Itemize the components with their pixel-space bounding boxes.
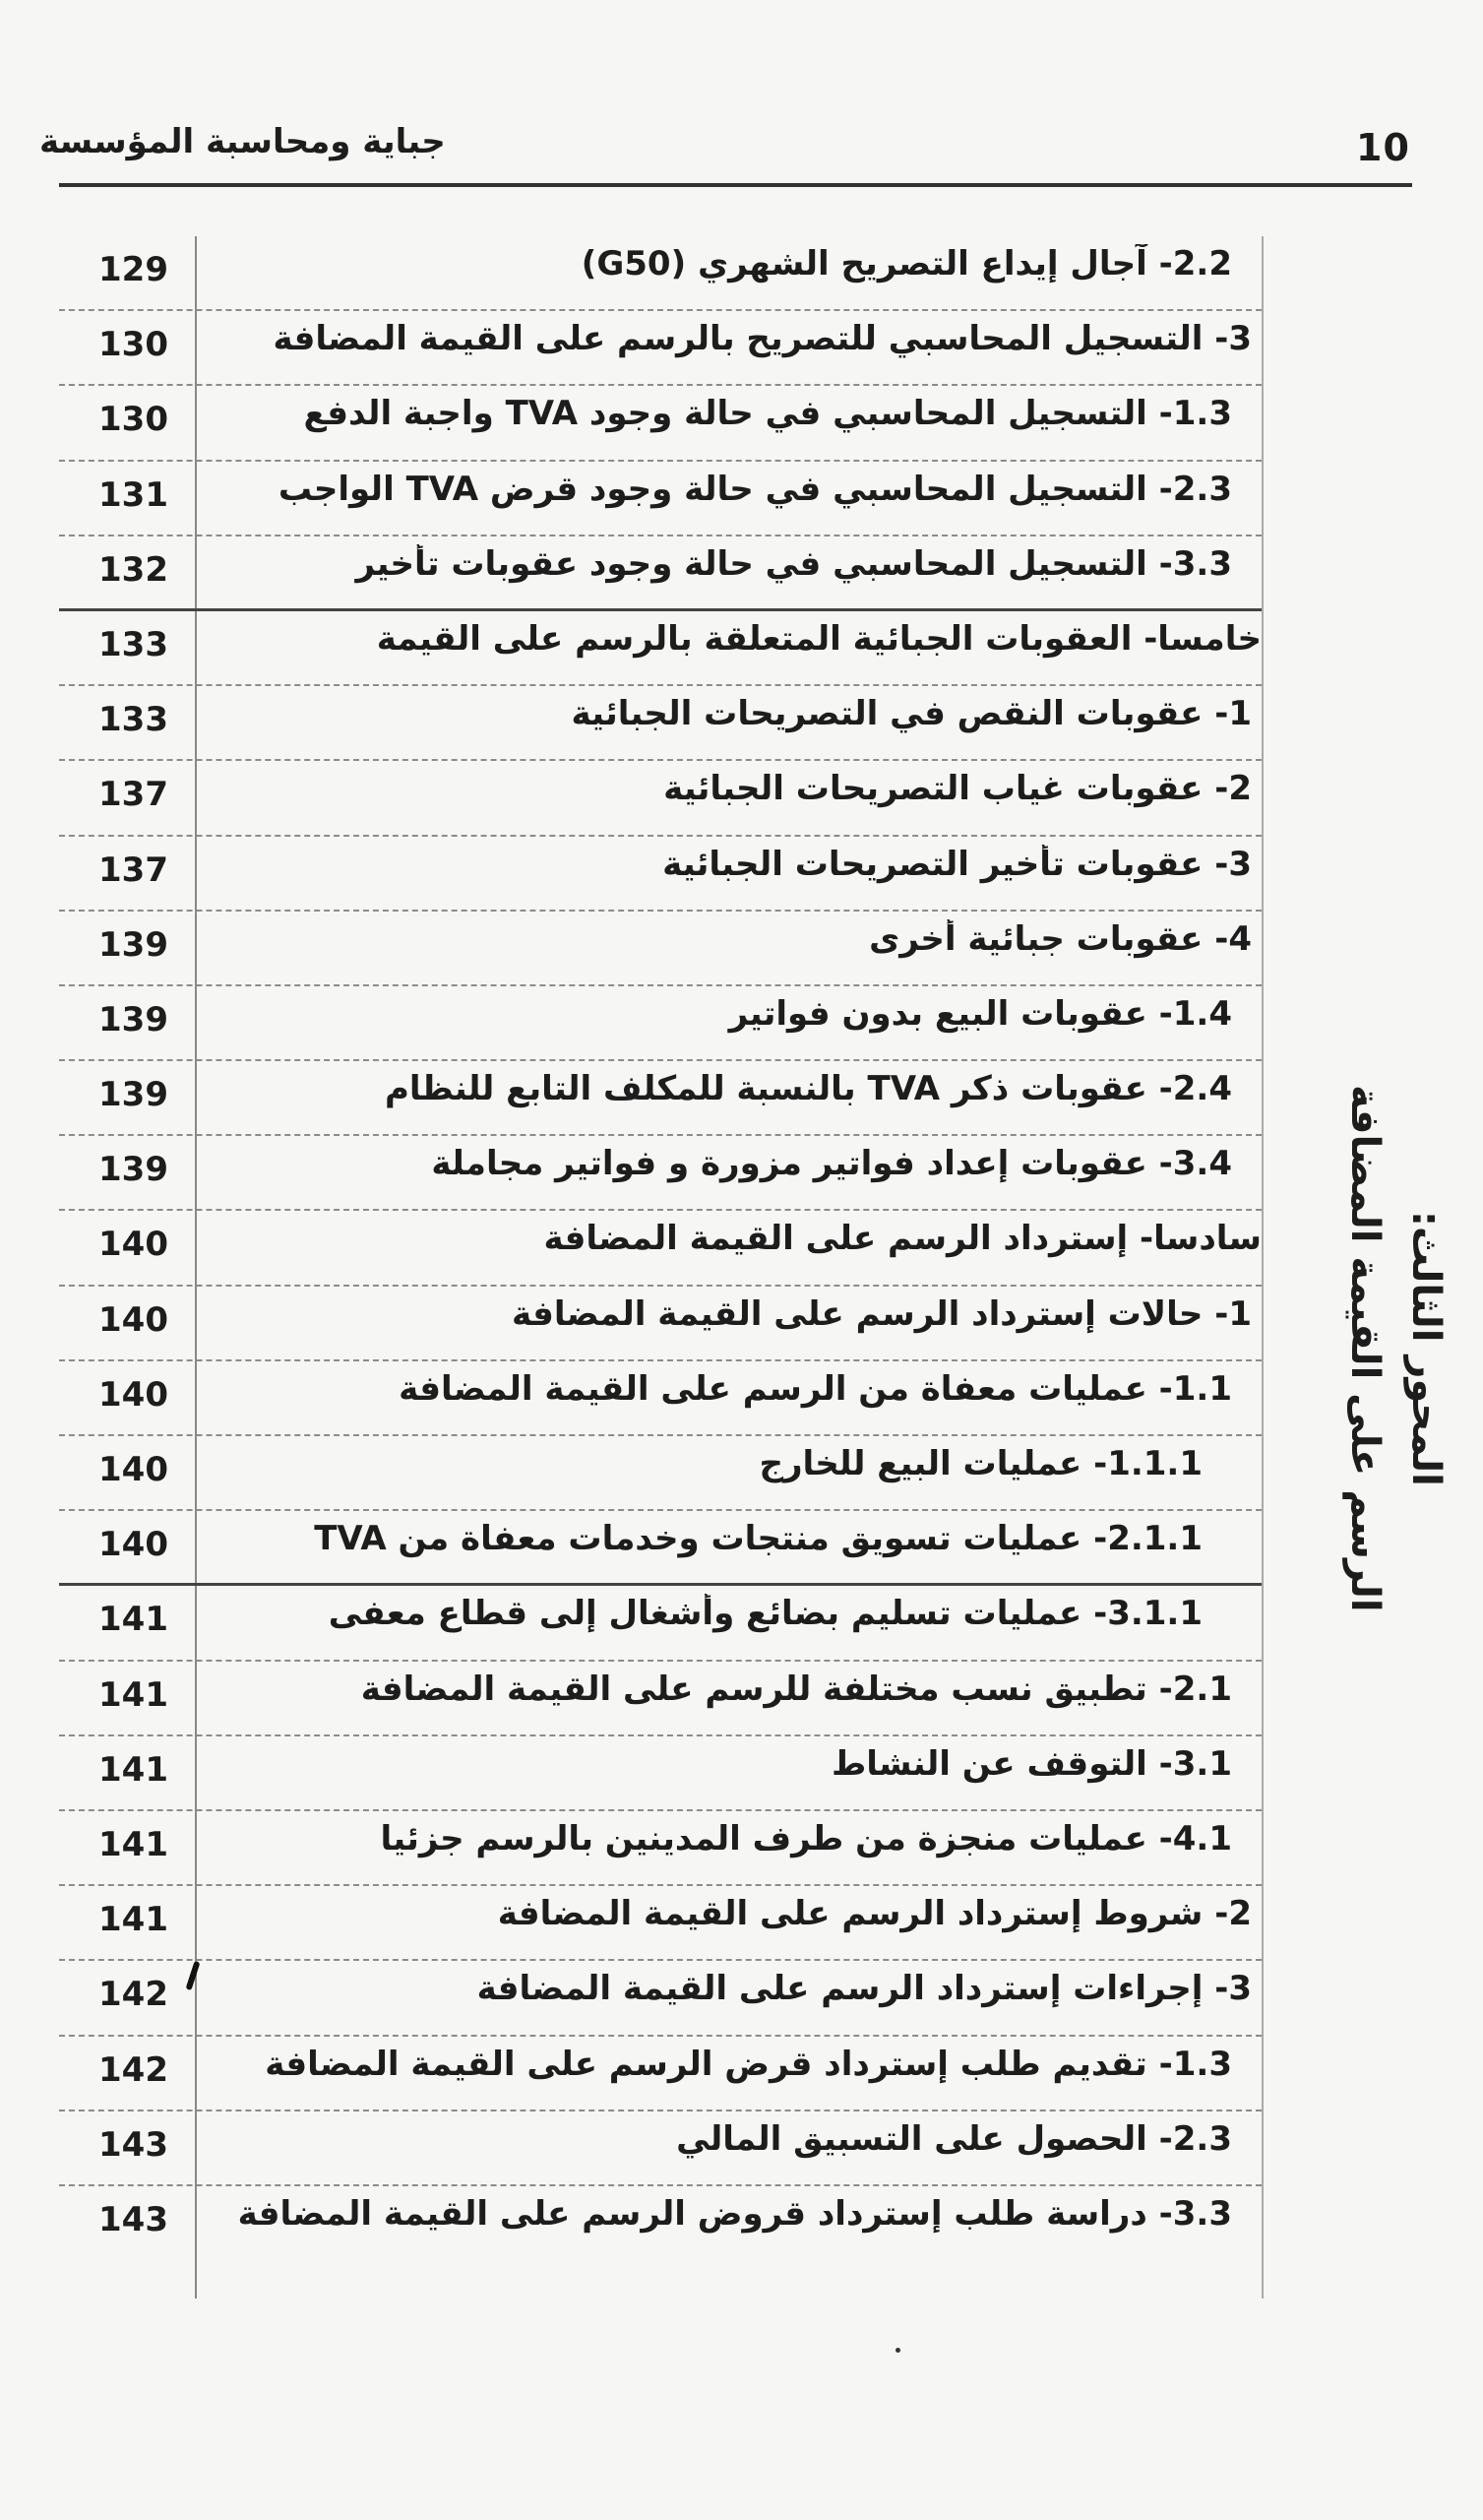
toc-page-number: 130 xyxy=(98,325,168,365)
toc-page-number: 141 xyxy=(98,1824,168,1864)
toc-page-number: 133 xyxy=(98,624,168,664)
toc-row xyxy=(59,1511,1262,1586)
toc-row xyxy=(59,1662,1262,1736)
toc-page-number: 141 xyxy=(98,1600,168,1640)
toc-row xyxy=(59,1586,1262,1661)
toc-entry-title: خامسا- العقوبات الجبائية المتعلقة بالرسم على القيمة xyxy=(376,618,1262,659)
toc-row xyxy=(59,837,1262,912)
toc-page-number: 139 xyxy=(98,924,168,965)
toc-entry-title: 3.1.1- عمليات تسليم بضائع وأشغال إلى قطاع معفى xyxy=(328,1594,1203,1634)
toc-entry-title: 3.3- التسجيل المحاسبي في حالة وجود عقوبات تأخير xyxy=(355,543,1232,584)
toc-row xyxy=(59,1361,1262,1436)
toc-entry-title: 2.3- الحصول على التسبيق المالي xyxy=(676,2118,1232,2159)
toc-entry-title: 2.3- التسجيل المحاسبي في حالة وجود قرض TVA الواجب xyxy=(278,469,1232,509)
toc-entry-title: 1.4- عقوبات البيع بدون فواتير xyxy=(728,993,1232,1034)
toc-entry-title: 4.1- عمليات منجزة من طرف المدينين بالرسم جزئيا xyxy=(380,1818,1232,1858)
toc-page-number: 142 xyxy=(98,2049,168,2090)
toc-row xyxy=(59,1287,1262,1361)
toc-entry-title: 1.1.1- عمليات البيع للخارج xyxy=(759,1444,1203,1483)
toc-entry-title: 3- إجراءات إسترداد الرسم على القيمة المضافة xyxy=(476,1969,1252,2009)
toc-page-number: 140 xyxy=(98,1450,168,1489)
toc-entry-title: 2.1- تطبيق نسب مختلفة للرسم على القيمة المضافة xyxy=(360,1669,1232,1709)
header-rule xyxy=(59,183,1412,187)
running-head: جباية ومحاسبة المؤسسة xyxy=(39,122,446,161)
toc-row xyxy=(59,2037,1262,2111)
toc-page-number: 129 xyxy=(98,250,168,289)
toc-row xyxy=(59,1886,1262,1961)
page-number: 10 xyxy=(1356,126,1410,169)
toc-page-number: 131 xyxy=(98,474,168,515)
toc-page-number: 141 xyxy=(98,1900,168,1940)
toc-entry-title: سادسا- إسترداد الرسم على القيمة المضافة xyxy=(543,1219,1262,1259)
toc-entry-title: 2.2- آجال إيداع التصريح الشهري (G50) xyxy=(581,244,1232,284)
toc-row xyxy=(59,912,1262,986)
toc-page-number: 142 xyxy=(98,1975,168,2015)
side-label xyxy=(1269,1043,1456,1654)
toc-row xyxy=(59,686,1262,761)
toc-entry-title: 1- حالات إسترداد الرسم على القيمة المضافة xyxy=(512,1293,1252,1334)
toc-row xyxy=(59,386,1262,461)
toc-entry-title: 3.1- التوقف عن النشاط xyxy=(831,1743,1232,1784)
toc-row xyxy=(59,1211,1262,1286)
toc-row xyxy=(59,1736,1262,1811)
toc-entry-title: 1.1- عمليات معفاة من الرسم على القيمة المضافة xyxy=(399,1368,1232,1409)
toc-row xyxy=(59,986,1262,1061)
side-label-line1: المحور الثالث: xyxy=(1403,1211,1449,1486)
toc-page-number: 139 xyxy=(98,1150,168,1190)
toc-row xyxy=(59,1136,1262,1211)
stray-dot xyxy=(896,2348,900,2353)
toc-page-number: 133 xyxy=(98,700,168,740)
toc-entry-title: 1.3- التسجيل المحاسبي في حالة وجود TVA واجبة الدفع xyxy=(303,394,1232,434)
toc-entry-title: 1.3- تقديم طلب إسترداد قرض الرسم على القيمة المضافة xyxy=(265,2044,1232,2084)
toc-row xyxy=(59,1961,1262,2036)
toc-entry-title: 2.4- عقوبات ذكر TVA بالنسبة للمكلف التابع للنظام xyxy=(384,1069,1232,1109)
toc-page-number: 141 xyxy=(98,1749,168,1790)
toc-entry-title: 3.4- عقوبات إعداد فواتير مزورة و فواتير مجاملة xyxy=(431,1144,1232,1184)
toc-row xyxy=(59,761,1262,836)
toc-page-number: 139 xyxy=(98,1075,168,1115)
toc-page-number: 141 xyxy=(98,1674,168,1715)
toc-page-number: 140 xyxy=(98,1374,168,1415)
toc-page-number: 140 xyxy=(98,1299,168,1340)
toc-row xyxy=(59,611,1262,686)
toc-page-number: 143 xyxy=(98,2199,168,2239)
toc-page-number: 130 xyxy=(98,400,168,440)
toc-entry-title: 1- عقوبات النقص في التصريحات الجبائية xyxy=(571,694,1252,734)
toc-row xyxy=(59,1436,1262,1511)
side-label-line2: الرسم على القيمة المضافة xyxy=(1342,1085,1388,1612)
toc-row xyxy=(59,311,1262,386)
toc-page-number: 140 xyxy=(98,1525,168,1565)
toc-page-number: 137 xyxy=(98,850,168,890)
toc-entry-title: 2- شروط إسترداد الرسم على القيمة المضافة xyxy=(497,1894,1252,1934)
column-divider-right xyxy=(1262,236,1264,2299)
toc-entry-title: 2- عقوبات غياب التصريحات الجبائية xyxy=(663,769,1252,809)
toc-page-number: 132 xyxy=(98,549,168,590)
toc-row xyxy=(59,536,1262,611)
toc-entry-title: 3- التسجيل المحاسبي للتصريح بالرسم على القيمة المضافة xyxy=(273,319,1252,359)
toc-entry-title: 2.1.1- عمليات تسويق منتجات وخدمات معفاة من TVA xyxy=(314,1519,1203,1559)
toc-page-number: 137 xyxy=(98,775,168,815)
toc-entry-title: 3- عقوبات تأخير التصريحات الجبائية xyxy=(662,844,1252,884)
toc-row xyxy=(59,462,1262,536)
toc-entry-title: 3.3- دراسة طلب إسترداد قروض الرسم على القيمة المضافة xyxy=(237,2193,1232,2234)
toc-row xyxy=(59,1811,1262,1886)
toc-row xyxy=(59,2186,1262,2261)
toc-row xyxy=(59,2111,1262,2186)
toc-row xyxy=(59,1061,1262,1136)
toc-table xyxy=(59,236,1262,2261)
toc-page-number: 140 xyxy=(98,1225,168,1265)
toc-page-number: 139 xyxy=(98,999,168,1040)
toc-page-number: 143 xyxy=(98,2124,168,2165)
toc-entry-title: 4- عقوبات جبائية أخرى xyxy=(869,918,1252,959)
toc-row xyxy=(59,236,1262,311)
